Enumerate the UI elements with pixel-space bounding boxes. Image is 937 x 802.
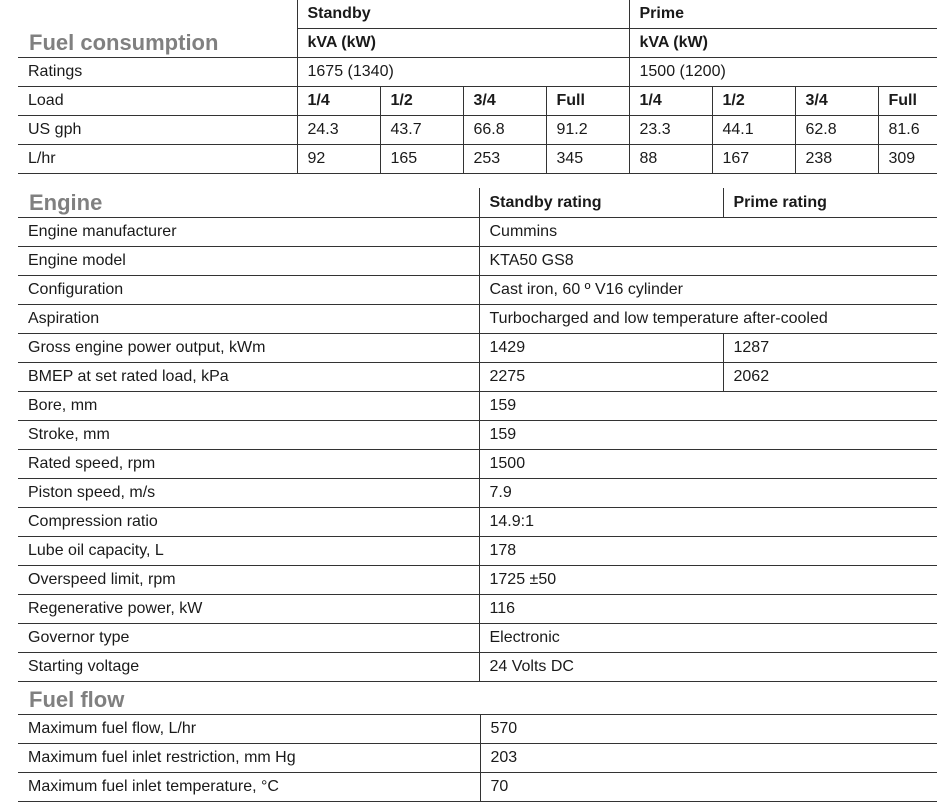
fuel-flow-table [18,685,937,802]
row-label: Maximum fuel inlet restriction, mm Hg [18,744,480,773]
value-cell: Turbocharged and low temperature after-cooled [479,305,937,334]
value-cell: Cast iron, 60 º V16 cylinder [479,276,937,305]
row-label: US gph [18,116,297,145]
row-label: Maximum fuel flow, L/hr [18,715,480,744]
engine-title: Engine [29,190,103,215]
value-cell: 92 [297,145,380,174]
table-row [18,334,937,363]
load-cell: 1/2 [712,87,795,116]
value-cell: 88 [629,145,712,174]
prime-rating-header: Prime rating [723,188,937,218]
row-label: Bore, mm [18,392,479,421]
value-cell: 165 [380,145,463,174]
standby-value-cell: 1429 [479,334,723,363]
value-cell: 116 [479,595,937,624]
value-cell: 178 [479,537,937,566]
row-label: Configuration [18,276,479,305]
load-cell: 1/4 [629,87,712,116]
table-row [18,508,937,537]
standby-header: Standby [297,0,629,29]
value-cell: 62.8 [795,116,878,145]
row-label: Stroke, mm [18,421,479,450]
prime-value-cell: 2062 [723,363,937,392]
value-cell: 570 [480,715,937,744]
table-row [18,145,937,174]
table-row [18,421,937,450]
value-cell: Electronic [479,624,937,653]
row-label: Aspiration [18,305,479,334]
table-row [18,479,937,508]
row-label: Engine model [18,247,479,276]
table-row [18,566,937,595]
table-row [18,116,937,145]
table-row [18,653,937,682]
load-cell: 1/2 [380,87,463,116]
prime-header: Prime [629,0,937,29]
prime-value-cell: 1287 [723,334,937,363]
table-row [18,624,937,653]
row-label: Engine manufacturer [18,218,479,247]
load-cell: 1/4 [297,87,380,116]
row-label: L/hr [18,145,297,174]
row-label: Lube oil capacity, L [18,537,479,566]
row-label: Gross engine power output, kWm [18,334,479,363]
load-cell: 3/4 [463,87,546,116]
row-label: Maximum fuel inlet temperature, °C [18,773,480,802]
table-row [18,715,937,744]
value-cell: 91.2 [546,116,629,145]
value-cell: 309 [878,145,937,174]
value-cell: 23.3 [629,116,712,145]
fuel-flow-title: Fuel flow [29,687,125,712]
value-cell: 345 [546,145,629,174]
standby-rating: 1675 (1340) [297,58,629,87]
table-row [18,305,937,334]
table-row [18,537,937,566]
prime-rating: 1500 (1200) [629,58,937,87]
row-label: Compression ratio [18,508,479,537]
table-row [18,363,937,392]
row-label: Governor type [18,624,479,653]
value-cell: 203 [480,744,937,773]
row-label: Piston speed, m/s [18,479,479,508]
value-cell: 253 [463,145,546,174]
value-cell: 7.9 [479,479,937,508]
row-label: Regenerative power, kW [18,595,479,624]
table-row [18,392,937,421]
value-cell: 44.1 [712,116,795,145]
standby-rating-header: Standby rating [479,188,723,218]
value-cell: 66.8 [463,116,546,145]
value-cell: 1725 ±50 [479,566,937,595]
value-cell: 1500 [479,450,937,479]
row-label: BMEP at set rated load, kPa [18,363,479,392]
value-cell: 159 [479,421,937,450]
standby-value-cell: 2275 [479,363,723,392]
value-cell: KTA50 GS8 [479,247,937,276]
prime-kva-label: kVA (kW) [629,29,937,58]
load-label: Load [18,87,297,116]
table-row [18,773,937,802]
standby-kva-label: kVA (kW) [297,29,629,58]
value-cell: 43.7 [380,116,463,145]
table-row [18,450,937,479]
value-cell: 14.9:1 [479,508,937,537]
value-cell: 81.6 [878,116,937,145]
table-row [18,276,937,305]
value-cell: 238 [795,145,878,174]
table-row [18,247,937,276]
load-cell: Full [546,87,629,116]
table-row [18,218,937,247]
value-cell: Cummins [479,218,937,247]
fuel-consumption-table [18,0,937,174]
table-row [18,595,937,624]
ratings-label: Ratings [18,58,297,87]
value-cell: 167 [712,145,795,174]
row-label: Rated speed, rpm [18,450,479,479]
value-cell: 159 [479,392,937,421]
value-cell: 70 [480,773,937,802]
row-label: Overspeed limit, rpm [18,566,479,595]
row-label: Starting voltage [18,653,479,682]
load-cell: 3/4 [795,87,878,116]
engine-table [18,188,937,682]
value-cell: 24.3 [297,116,380,145]
table-row [18,744,937,773]
load-cell: Full [878,87,937,116]
value-cell: 24 Volts DC [479,653,937,682]
fuel-consumption-title: Fuel consumption [29,30,219,55]
